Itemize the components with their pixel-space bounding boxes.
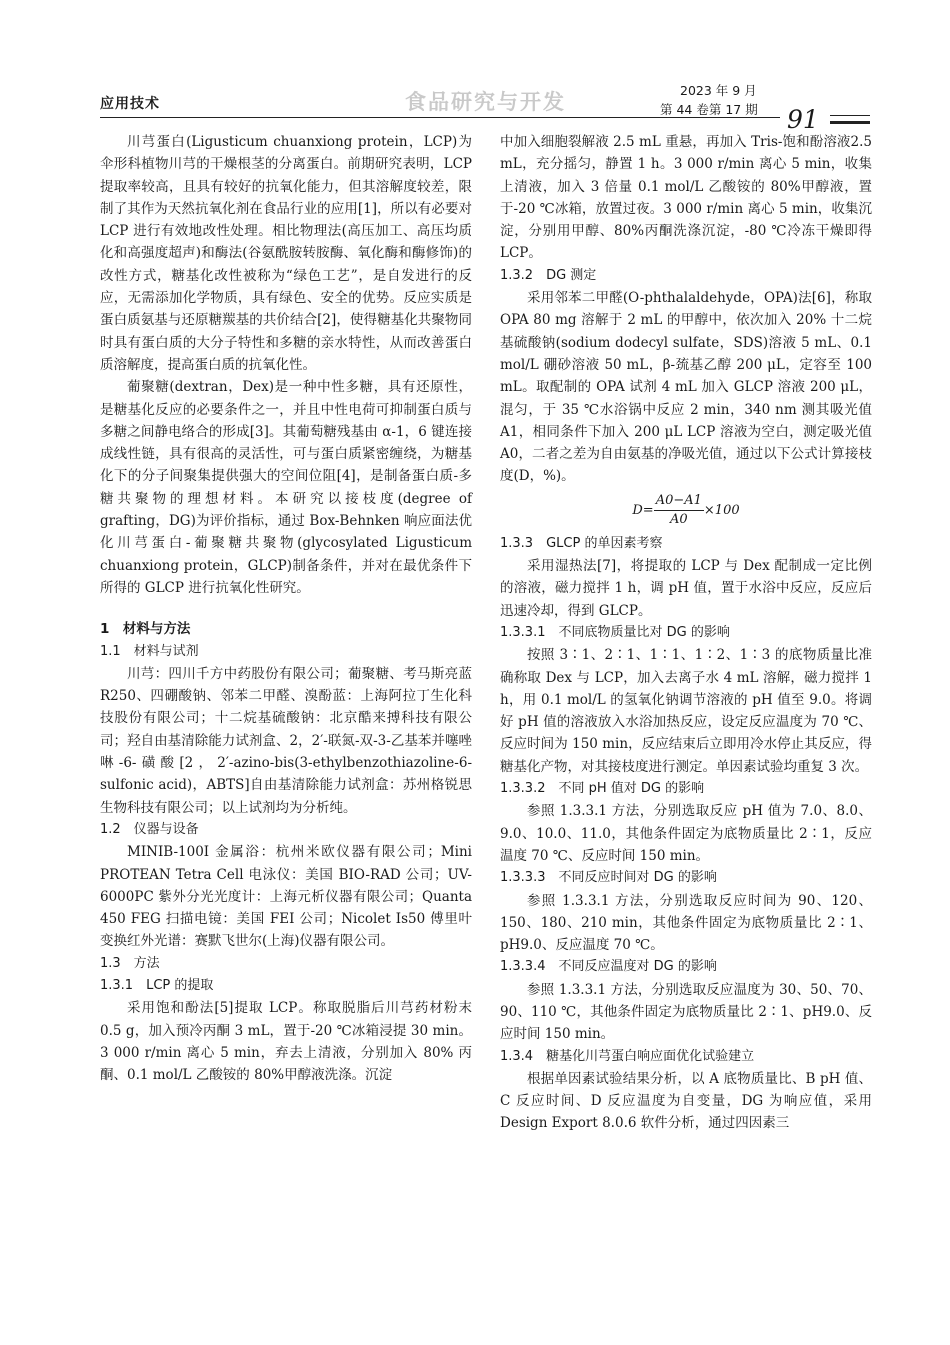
heading-1-3-3-4: 1.3.3.4 不同反应温度对 DG 的影响 <box>500 959 717 975</box>
issue-volume: 第 44 卷第 17 期 <box>660 102 758 117</box>
header-rule <box>100 117 780 118</box>
left-column <box>100 131 472 1086</box>
right-column <box>500 131 872 1135</box>
formula-rhs: ×100 <box>703 502 740 518</box>
heading-1-3-1: 1.3.1 LCP 的提取 <box>100 977 214 993</box>
heading-1-3-3-3: 1.3.3.3 不同反应时间对 DG 的影响 <box>500 870 717 886</box>
heading-1-3-2: 1.3.2 DG 测定 <box>500 267 597 283</box>
page-number: 91 <box>787 105 819 134</box>
heading-1-3-3-2: 1.3.3.2 不同 pH 值对 DG 的影响 <box>500 781 705 797</box>
instruments-paragraph: MINIB-100I 金属浴：杭州米欧仪器有限公司；Mini PROTEAN Tetra Cell 电泳仪：美国 BIO-RAD 公司；UV-6000PC 紫外分光光度计：上海元析仪器有限公司；Quanta 450 FEG 扫描电镜：美国 FEI 公司；Nicolet Is50 傅里叶变换红外光谱：赛默飞世尔(上海)仪器有限公司。 <box>100 844 472 950</box>
heading-1-3: 1.3 方法 <box>100 955 160 971</box>
mass-ratio-paragraph: 按照 3∶1、2∶1、1∶1、1∶2、1∶3 的底物质量比准确称取 Dex 与 LCP，加入去离子水 4 mL 溶解，磁力搅拌 1 h，用 0.1 mol/L 的氢氧化钠调节溶液的 pH 值至 9.0。将调好 pH 值的溶液放入水浴加热反应，设定反应温度为 70 ℃、反应时间为 150 min，反应结束后立即用冷水停止其反应，得糖基化产物，对其接枝度进行测定。单因素试验均重复 3 次。 <box>500 647 872 775</box>
formula-denominator: A0 <box>669 511 688 527</box>
formula-fraction <box>654 492 704 529</box>
intro-paragraph-2: 葡聚糖(dextran，Dex)是一种中性多糖，具有还原性，是糖基化反应的必要条件之一，并且中性电荷可抑制蛋白质与多糖之间静电络合的形成[3]。其葡萄糖残基由 α-1，6 键连接成线性链，具有很高的灵活性，可与蛋白质紧密缠绕，为糖基化下的分子间聚集提供强大的空间位阻[4]，是制备蛋白质-多糖共聚物的理想材料。本研究以接枝度(degree of grafting，DG)为评价指标，通过 Box-Behnken 响应面法优化川芎蛋白-葡聚糖共聚物(glycosylated Ligusticum chuanxiong protein，GLCP)制备条件，并对在最优条件下所得的 GLCP 进行抗氧化性研究。 <box>100 379 472 596</box>
heading-1-3-3: 1.3.3 GLCP 的单因素考察 <box>500 535 663 551</box>
time-paragraph: 参照 1.3.3.1 方法，分别选取反应时间为 90、120、150、180、210 min，其他条件固定为底物质量比 2∶1、pH9.0、反应温度 70 ℃。 <box>500 892 872 954</box>
extraction-continued: 中加入细胞裂解液 2.5 mL 重悬，再加入 Tris-饱和酚溶液2.5 mL，充分摇匀，静置 1 h。3 000 r/min 离心 5 min，收集上清液，加入 3 倍量 0.1 mol/L 乙酸铵的 80%甲醇液，置于-20 ℃冰箱，放置过夜。3 000 r/min 离心 5 min，收集沉淀，分别用甲醇、80%丙酮洗涤沉淀，-80 ℃冷冻干燥即得 LCP。 <box>500 134 872 262</box>
response-surface-paragraph: 根据单因素试验结果分析，以 A 底物质量比、B pH 值、C 反应时间、D 反应温度为自变量，DG 为响应值，采用 Design Export 8.0.6 软件分析，通过四因素三 <box>500 1070 872 1132</box>
materials-paragraph: 川芎：四川千方中药股份有限公司；葡聚糖、考马斯亮蓝 R250、四硼酸钠、邻苯二甲醛、溴酚蓝：上海阿拉丁生化科技股份有限公司；十二烷基硫酸钠：北京酷来搏科技有限公司；羟自由基清除能力试剂盒、2，2′-联氮-双-3-乙基苯并噻唑啉-6-磺酸[2，2′-azino-bis(3-ethylbenzothiazoline-6-sulfonic acid)，ABTS]自由基清除能力试剂盒：苏州格锐思生物科技有限公司；以上试剂均为分析纯。 <box>100 665 472 816</box>
single-factor-paragraph: 采用湿热法[7]，将提取的 LCP 与 Dex 配制成一定比例的溶液，磁力搅拌 1 h，调 pH 值，置于水浴中反应，反应后迅速冷却，得到 GLCP。 <box>500 558 872 619</box>
journal-title: 食品研究与开发 <box>405 90 566 114</box>
heading-1-3-4: 1.3.4 糖基化川芎蛋白响应面优化试验建立 <box>500 1048 755 1064</box>
section-label: 应用技术 <box>100 96 160 112</box>
heading-1-2: 1.2 仪器与设备 <box>100 821 199 837</box>
heading-materials-methods: 1 材料与方法 <box>100 621 191 638</box>
formula-lhs: D= <box>632 502 654 518</box>
heading-1-1: 1.1 材料与试剂 <box>100 643 199 659</box>
intro-paragraph-1: 川芎蛋白(Ligusticum chuanxiong protein，LCP)为伞形科植物川芎的干燥根茎的分离蛋白。前期研究表明，LCP 提取率较高，且具有较好的抗氧化能力，但其溶解度较差，限制了其作为天然抗氧化剂在食品行业的应用[1]，所以有必要对 LCP 进行有效地改性处理。相比物理法(高压加工、高压均质化和高强度超声)和酶法(谷氨酰胺转胺酶、氧化酶和酶修饰)的改性方式，糖基化改性被称为“绿色工艺”，是自发进行的反应，无需添加化学物质，具有绿色、安全的优势。反应实质是蛋白质氨基与还原糖羰基的共价结合[2]，使得糖基化共聚物同时具有蛋白质的大分子特性和多糖的亲水特性，从而改善蛋白质溶解度，提高蛋白质的抗氧化性。 <box>100 134 472 373</box>
extraction-paragraph: 采用饱和酚法[5]提取 LCP。称取脱脂后川芎药材粉末 0.5 g，加入预冷丙酮 3 mL，置于-20 ℃冰箱浸提 30 min。3 000 r/min 离心 5 min，弃去上清液，分别加入 80% 丙酮、0.1 mol/L 乙酸铵的 80%甲醇液洗涤。沉淀 <box>100 1000 472 1084</box>
dg-method-paragraph: 采用邻苯二甲醛(O-phthalaldehyde，OPA)法[6]，称取 OPA 80 mg 溶解于 2 mL 的甲醇中，依次加入 20% 十二烷基硫酸钠(sodium dodecyl sulfate，SDS)溶液 5 mL、0.1 mol/L 硼砂溶液 50 mL，β-巯基乙醇 200 μL，定容至 100 mL。取配制的 OPA 试剂 4 mL 加入 GLCP 溶液 200 μL，混匀，于 35 ℃水浴锅中反应 2 min，340 nm 测其吸光值 A1，相同条件下加入 200 μL LCP 溶液为空白，测定吸光值 A0，二者之差为自由氨基的净吸光值，通过以下公式计算接枝度(D，%)。 <box>500 290 872 485</box>
page-number-rule <box>830 121 870 124</box>
issue-date: 2023 年 9 月 <box>680 83 757 98</box>
formula-numerator: A0−A1 <box>654 492 704 511</box>
dg-formula <box>500 492 872 529</box>
temperature-paragraph: 参照 1.3.3.1 方法，分别选取反应温度为 30、50、70、90、110 ℃，其他条件固定为底物质量比 2∶1、pH9.0、反应时间 150 min。 <box>500 981 872 1043</box>
page-number-rule-thin <box>830 115 870 116</box>
heading-1-3-3-1: 1.3.3.1 不同底物质量比对 DG 的影响 <box>500 624 730 640</box>
ph-paragraph: 参照 1.3.3.1 方法，分别选取反应 pH 值为 7.0、8.0、9.0、10.0、11.0，其他条件固定为底物质量比 2∶1，反应温度 70 ℃、反应时间 150 min。 <box>500 803 872 864</box>
